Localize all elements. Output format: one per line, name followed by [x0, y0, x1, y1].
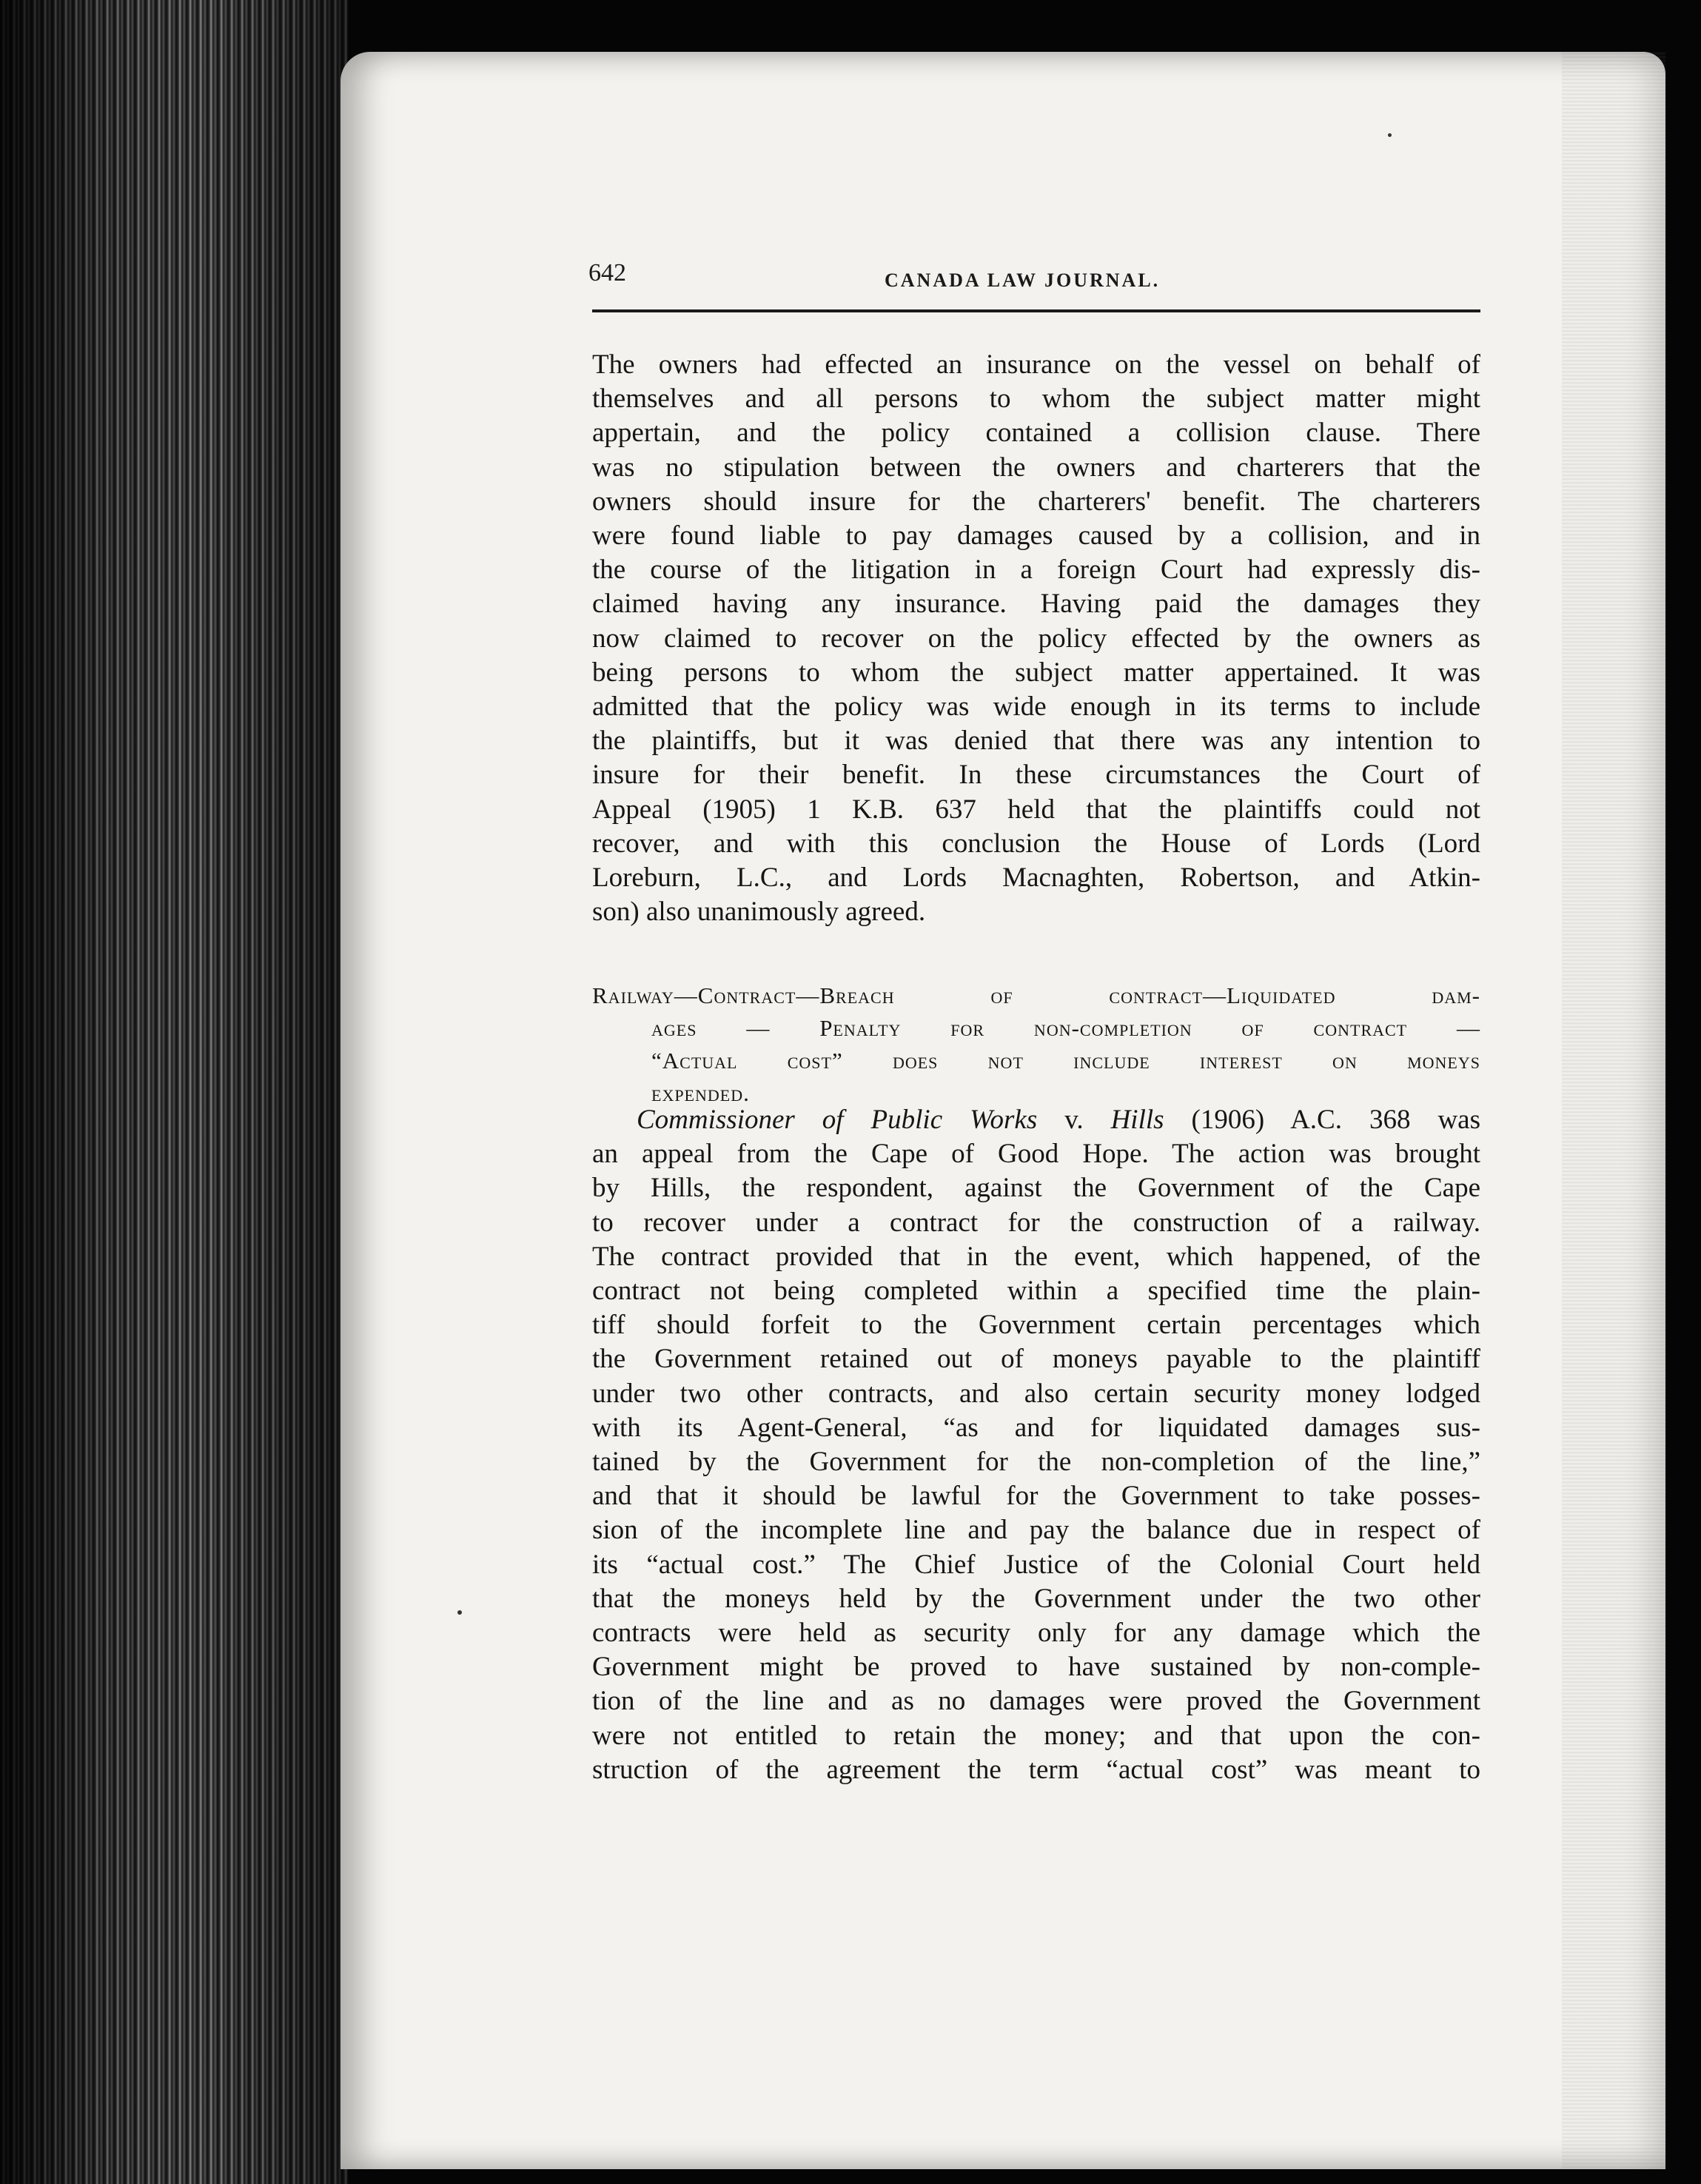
- text-line: that the moneys held by the Government under the two other: [592, 1583, 1480, 1614]
- text-line: its “actual cost.” The Chief Justice of the Colonial Court held: [592, 1549, 1480, 1580]
- text-line: Appeal (1905) 1 K.B. 637 held that the plaintiffs could not: [592, 794, 1480, 825]
- case-citation: (1906) A.C. 368 was: [1164, 1105, 1480, 1135]
- scan-speck: [457, 1610, 462, 1615]
- section-heading: [592, 979, 1480, 1110]
- heading-line: ages — Penalty for non-completion of contract —: [651, 1015, 1480, 1041]
- heading-line: expended.: [651, 1080, 750, 1106]
- text-line: The owners had effected an insurance on the vessel on behalf of: [592, 349, 1480, 380]
- text-line: struction of the agreement the term “actual cost” was meant to: [592, 1754, 1480, 1785]
- text-line: sion of the incomplete line and pay the balance due in respect of: [592, 1515, 1480, 1546]
- page-edge-grain: [1562, 52, 1665, 2169]
- scan-speck: [1388, 133, 1392, 137]
- text-line: admitted that the policy was wide enough in its terms to include: [592, 691, 1480, 723]
- text-line: appertain, and the policy contained a collision clause. There: [592, 418, 1480, 449]
- book-edge: [0, 0, 348, 2184]
- text-line: claimed having any insurance. Having paid the damages they: [592, 589, 1480, 620]
- running-head: CANADA LAW JOURNAL.: [885, 269, 1161, 291]
- text-line: now claimed to recover on the policy effected by the owners as: [592, 623, 1480, 654]
- paragraph-2: [592, 1103, 1480, 1787]
- text-line: by Hills, the respondent, against the Government of the Cape: [592, 1173, 1480, 1204]
- text-line: under two other contracts, and also certain security money lodged: [592, 1378, 1480, 1409]
- case-versus: v.: [1037, 1105, 1111, 1135]
- text-line: contract not being completed within a specified time the plain-: [592, 1276, 1480, 1307]
- page-number: 642: [588, 259, 626, 287]
- text-line: the Government retained out of moneys payable to the plaintiff: [592, 1344, 1480, 1375]
- header-rule: [592, 309, 1480, 312]
- text-line: the course of the litigation in a foreign Court had expressly dis-: [592, 555, 1480, 586]
- text-line: were not entitled to retain the money; and that upon the con-: [592, 1720, 1480, 1751]
- text-line: with its Agent-General, “as and for liquidated damages sus-: [592, 1412, 1480, 1443]
- text-line: were found liable to pay damages caused by a collision, and in: [592, 520, 1480, 552]
- text-line: being persons to whom the subject matter appertained. It was: [592, 657, 1480, 688]
- text-line: Loreburn, L.C., and Lords Macnaghten, Robertson, and Atkin-: [592, 862, 1480, 894]
- text-line: son) also unanimously agreed.: [592, 897, 926, 928]
- text-line: owners should insure for the charterers' benefit. The charterers: [592, 486, 1480, 517]
- text-line: tion of the line and as no damages were proved the Government: [592, 1686, 1480, 1717]
- text-line: and that it should be lawful for the Government to take posses-: [592, 1481, 1480, 1512]
- text-line: contracts were held as security only for any damage which the: [592, 1618, 1480, 1649]
- case-name: Commissioner of Public Works: [637, 1105, 1038, 1135]
- text-line: tained by the Government for the non-completion of the line,”: [592, 1447, 1480, 1478]
- text-line: tiff should forfeit to the Government certain percentages which: [592, 1310, 1480, 1341]
- text-line: Government might be proved to have sustained by non-comple-: [592, 1652, 1480, 1683]
- page-header: [588, 259, 1480, 304]
- text-line: [592, 1103, 1480, 1137]
- text-line: to recover under a contract for the construction of a railway.: [592, 1207, 1480, 1238]
- text-line: The contract provided that in the event, which happened, of the: [592, 1241, 1480, 1272]
- text-line: recover, and with this conclusion the House of Lords (Lord: [592, 828, 1480, 859]
- heading-line: “Actual cost” does not include interest on moneys: [651, 1048, 1480, 1073]
- text-line: themselves and all persons to whom the subject matter might: [592, 383, 1480, 415]
- heading-line: Railway—Contract—Breach of contract—Liquidated dam-: [592, 982, 1480, 1008]
- text-line: was no stipulation between the owners and charterers that the: [592, 452, 1480, 483]
- paragraph-1: [592, 348, 1480, 929]
- text-line: insure for their benefit. In these circumstances the Court of: [592, 760, 1480, 791]
- case-party: Hills: [1110, 1105, 1164, 1135]
- text-line: an appeal from the Cape of Good Hope. The action was brought: [592, 1139, 1480, 1170]
- text-line: the plaintiffs, but it was denied that there was any intention to: [592, 726, 1480, 757]
